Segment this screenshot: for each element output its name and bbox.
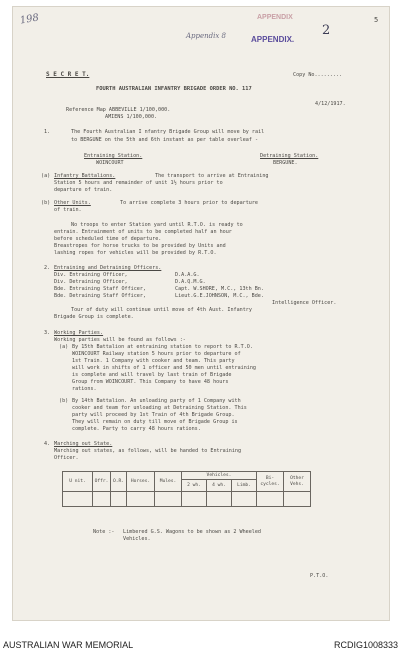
secret-heading: S E C R E T. [46,71,90,78]
s3-line: is complete and will travel by last train of Brigade [72,372,232,378]
item-a-marker: (a) [41,173,51,179]
s1-line: departure of train. [54,187,113,193]
col-other-vehicles: Other Vehs. [284,472,311,492]
appendix-number: 2 [322,23,331,38]
note-text: Limbered G.S. Wagons to be shown as 2 Wheeled [123,529,262,535]
section-4-number: 4. [44,441,51,447]
col-unit: U nit. [63,472,93,492]
item-b-marker: (b) [59,398,69,404]
officer-name: Lieut.G.E.JOHNSON, M.C., Bde. [175,293,264,299]
page-number: 5 [374,16,379,24]
officer-name: Intelligence Officer. [272,300,337,306]
reference-map-1: Reference Map ABBEVILLE 1/100,000. [66,107,171,113]
s2-line: Tour of duty will continue until move of 4th Aust. Infantry [71,307,252,313]
officer-role: Div. Entraining Officer, [54,272,128,278]
s3-line: By 14th Battalion. An unloading party of 1 Company with [72,398,241,404]
officer-name: D.A.Q.M.G. [175,279,206,285]
col-vehicles: Vehicles. [182,472,257,480]
s1-line: No troops to enter Station yard until R.T.O. is ready to [71,222,243,228]
col-2-wheel: 2 wh. [182,480,207,492]
document-title: FOURTH AUSTRALIAN INFANTRY BRIGADE ORDER NO. 117 [96,86,252,92]
s1-line: entrain. Entrainment of units to be completed half an hour [54,229,232,235]
officer-role: Bde. Detraining Staff Officer, [54,293,147,299]
footer-record-id: RCDIG1008333 [333,640,398,650]
appendix-handwritten: Appendix 8 [186,32,227,40]
appendix-stamp-faded: APPENDIX [257,14,293,21]
s1-line: Breastropes for horse trucks to be provided by Units and [54,243,226,249]
officer-role: Div. Detraining Officer, [54,279,128,285]
appendix-stamp: APPENDIX. [251,35,295,44]
s3-line: WOINCOURT Railway station 5 hours prior to departure of [72,351,241,357]
s1-line: lashing ropes for vehicles will be provided by R.T.O. [54,250,217,256]
other-units-label: Other Units. [54,200,91,206]
s1-line: to BERGUNE on the 5th and 6th instant as per table overleaf - [71,137,259,143]
section-2-number: 2. [44,265,51,271]
page-number-handwritten: 198 [19,12,40,27]
col-mules: Mules. [155,472,182,492]
section-1-number: 1. [44,129,51,135]
item-b-marker: (b) [41,200,51,206]
s3-line: complete. Party to carry 48 hours rations. [72,426,201,432]
s3-line: 1st Train. 1 Company with cooker and team. This party [72,358,235,364]
note-label: Note :- [93,529,115,535]
officer-role: Bde. Entraining Staff Officer, [54,286,147,292]
detraining-station-heading: Detraining Station. [260,153,319,159]
col-4-wheel: 4 wh. [207,480,232,492]
s4-line: Officer. [54,455,79,461]
item-a-marker: (a) [59,344,69,350]
s1-line: of train. [54,207,82,213]
section-2-heading: Entraining and Detraining Officers. [54,265,162,271]
officer-name: D.A.A.G. [175,272,200,278]
document-page [12,6,390,621]
please-turn-over: P.T.O. [310,573,329,579]
entraining-station-heading: Entraining Station. [84,153,143,159]
marching-out-state-table [62,471,311,507]
infantry-battalions-label: Infantry Battalions. [54,173,116,179]
s4-line: Marching out states, as follows, will be handed to Entraining [54,448,242,454]
copy-number: Copy No......... [293,72,343,78]
s3-line: rations. [72,386,97,392]
document-date: 4/12/1917. [315,101,346,107]
entraining-station-name: WOINCOURT [96,160,124,166]
s1-line: Station 5 hours and remainder of unit 1½ hours prior to [54,180,223,186]
section-3-heading: Working Parties. [54,330,104,336]
s2-line: Brigade Group is complete. [54,314,134,320]
col-other-ranks: O.R. [111,472,127,492]
reference-map-2: AMIENS 1/100,000. [105,114,158,120]
footer-source: AUSTRALIAN WAR MEMORIAL [3,640,134,650]
col-limbered: Limb. [232,480,257,492]
col-bicycles: Bi- cycles. [257,472,284,492]
s1-line: The Fourth Australian I nfantry Brigade Group will move by rail [71,129,265,135]
note-text: Vehicles. [123,536,151,542]
section-3-number: 3. [44,330,51,336]
s3-line: They will remain on duty till move of Brigade Group is [72,419,238,425]
section-4-heading: Marching out State. [54,441,113,447]
s3-line: Group from WOINCOURT. This Company to have 48 hours [72,379,229,385]
table-row [63,492,311,507]
s1-line: To arrive complete 3 hours prior to departure [120,200,259,206]
col-horses: Horses. [127,472,155,492]
col-officers: Offr. [93,472,111,492]
s3-line: party will proceed by 1st Train of 4th Brigade Group. [72,412,235,418]
s3-line: cooker and team for unloading at Detraining Station. This [72,405,247,411]
officer-name: Capt. W.SHORE, M.C., 13th Bn. [175,286,264,292]
s3-line: Working parties will be found as follows :- [54,337,186,343]
s1-line: The transport to arrive at Entraining [155,173,269,179]
s1-line: before scheduled time of departure. [54,236,162,242]
s3-line: will work in shifts of 1 officer and 50 men until entraining [72,365,257,371]
s3-line: By 15th Battalion at entraining station to report to R.T.O. [72,344,253,350]
detraining-station-name: BERGUNE. [273,160,298,166]
